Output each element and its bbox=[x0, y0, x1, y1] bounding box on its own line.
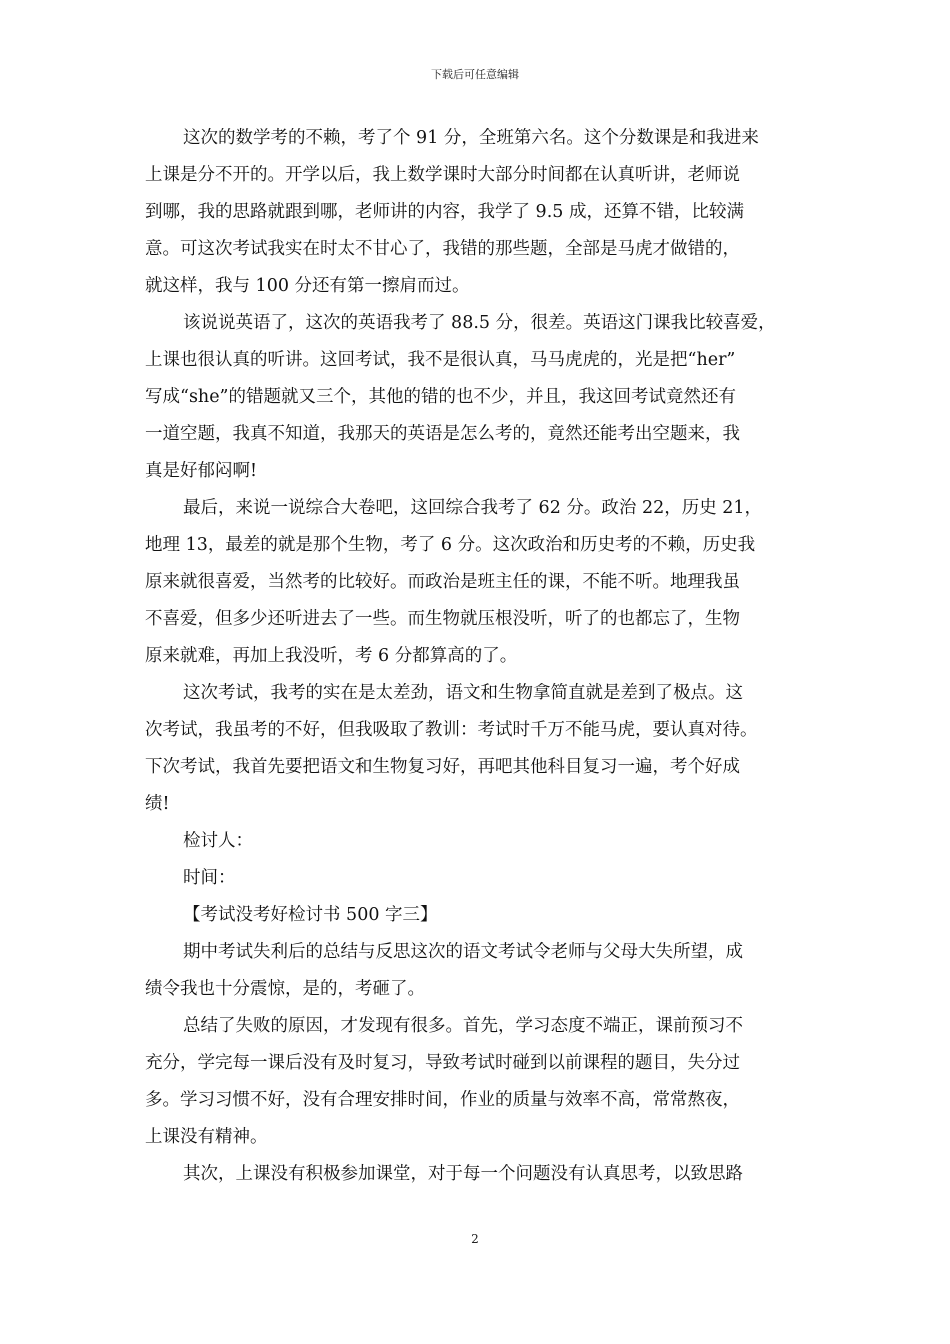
text-line: 上课也很认真的听讲。这回考试，我不是很认真，马马虎虎的，光是把“her” bbox=[145, 350, 736, 370]
text-line: 不喜爱，但多少还听进去了一些。而生物就压根没听，听了的也都忘了，生物 bbox=[145, 609, 740, 629]
text-line: 一道空题，我真不知道，我那天的英语是怎么考的，竟然还能考出空题来，我 bbox=[145, 424, 740, 444]
text-line: 该说说英语了，这次的英语我考了 88.5 分，很差。英语这门课我比较喜爱， bbox=[183, 313, 776, 333]
text-line: 这次的数学考的不赖，考了个 91 分，全班第六名。这个分数课是和我进来 bbox=[183, 128, 759, 148]
text-line: 意。可这次考试我实在时太不甘心了，我错的那些题，全部是马虎才做错的， bbox=[145, 239, 740, 259]
text-line: 总结了失败的原因，才发现有很多。首先，学习态度不端正，课前预习不 bbox=[183, 1016, 743, 1036]
text-line: 写成“she”的错题就又三个，其他的错的也不少，并且，我这回考试竟然还有 bbox=[145, 387, 736, 407]
text-line: 多。学习习惯不好，没有合理安排时间，作业的质量与效率不高，常常熬夜， bbox=[145, 1090, 740, 1110]
text-line: 次考试，我虽考的不好，但我吸取了教训：考试时千万不能马虎，要认真对待。 bbox=[145, 720, 758, 740]
text-line: 绩令我也十分震惊，是的，考砸了。 bbox=[145, 979, 425, 999]
page-header: 下载后可任意编辑 bbox=[431, 68, 519, 81]
text-line: 【考试没考好检讨书 500 字三】 bbox=[183, 905, 438, 925]
text-line: 地理 13，最差的就是那个生物，考了 6 分。这次政治和历史考的不赖，历史我 bbox=[145, 535, 756, 555]
text-line: 充分，学完每一课后没有及时复习，导致考试时碰到以前课程的题目，失分过 bbox=[145, 1053, 740, 1073]
text-line: 期中考试失利后的总结与反思这次的语文考试令老师与父母大失所望，成 bbox=[183, 942, 743, 962]
text-line: 下次考试，我首先要把语文和生物复习好，再吧其他科目复习一遍，考个好成 bbox=[145, 757, 740, 777]
page-number: 2 bbox=[471, 1232, 479, 1246]
text-line: 时间： bbox=[183, 868, 236, 888]
text-line: 其次，上课没有积极参加课堂，对于每一个问题没有认真思考，以致思路 bbox=[183, 1164, 743, 1184]
text-line: 上课是分不开的。开学以后，我上数学课时大部分时间都在认真听讲，老师说 bbox=[145, 165, 740, 185]
text-line: 到哪，我的思路就跟到哪，老师讲的内容，我学了 9.5 成，还算不错，比较满 bbox=[145, 202, 744, 222]
text-line: 上课没有精神。 bbox=[145, 1127, 268, 1147]
text-line: 这次考试，我考的实在是太差劲，语文和生物拿简直就是差到了极点。这 bbox=[183, 683, 743, 703]
text-line: 最后，来说一说综合大卷吧，这回综合我考了 62 分。政治 22，历史 21， bbox=[183, 498, 763, 518]
text-line: 原来就很喜爱，当然考的比较好。而政治是班主任的课，不能不听。地理我虽 bbox=[145, 572, 740, 592]
text-line: 绩! bbox=[145, 794, 170, 814]
text-line: 检讨人： bbox=[183, 831, 253, 851]
text-line: 真是好郁闷啊! bbox=[145, 461, 258, 481]
document-body bbox=[145, 120, 810, 1193]
text-line: 原来就难，再加上我没听，考 6 分都算高的了。 bbox=[145, 646, 518, 666]
text-line: 就这样，我与 100 分还有第一擦肩而过。 bbox=[145, 276, 470, 296]
